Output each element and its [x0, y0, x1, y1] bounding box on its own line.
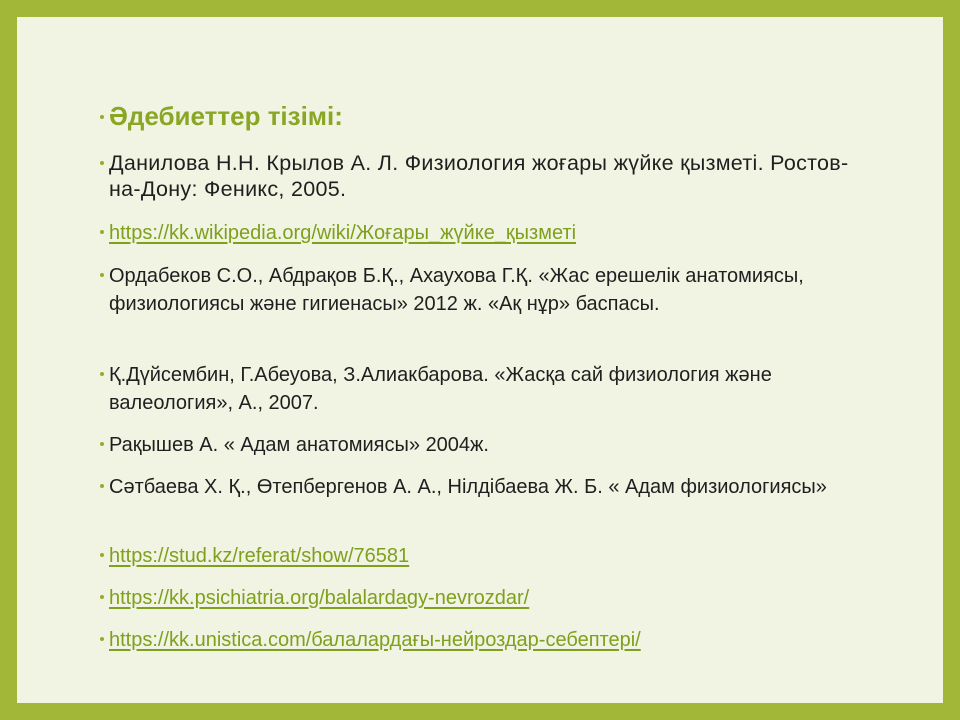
bullet-icon [100, 442, 104, 446]
list-item [109, 262, 849, 318]
slide [17, 17, 943, 703]
list-item [109, 361, 849, 417]
heading-item [109, 101, 849, 131]
bullet-icon [100, 484, 104, 488]
list-item [109, 473, 849, 501]
reference-link[interactable]: https://kk.psichiatria.org/balalardagy-nevrozdar/ [109, 587, 530, 609]
reference-text: Данилова Н.Н. Крылов А. Л. Физиология жоғары жүйке қызметі. Ростов-на-Дону: Феникс, 2005. [109, 151, 849, 201]
reference-text: Қ.Дүйсембин, Г.Абеуова, З.Алиакбарова. «Жасқа сай физиология және валеология», А., 2007. [109, 364, 772, 414]
reference-text: Рақышев А. « Адам анатомиясы» 2004ж. [109, 434, 489, 456]
reference-list [17, 17, 943, 703]
list-item [109, 150, 849, 202]
bullet-icon [100, 161, 104, 165]
list-item [109, 626, 849, 654]
reference-text: Сәтбаева Х. Қ., Өтепбергенов А. А., Нілдібаева Ж. Б. « Адам физиологиясы» [109, 476, 827, 498]
bullet-icon [100, 372, 104, 376]
bullet-icon [100, 273, 104, 277]
bullet-icon [100, 553, 104, 557]
reference-link[interactable]: https://kk.wikipedia.org/wiki/Жоғары_жүйке_қызметі [109, 222, 577, 244]
list-item [109, 431, 849, 459]
bullet-icon [100, 230, 104, 234]
reference-text: Ордабеков С.О., Абдрақов Б.Қ., Ахаухова Г.Қ. «Жас ерешелік анатомиясы, физиологиясы және гигиенасы» 2012 ж. «Ақ нұр» баспасы. [109, 265, 804, 315]
bullet-icon [100, 115, 104, 119]
bullet-icon [100, 637, 104, 641]
page-title: Әдебиеттер тізімі: [109, 101, 343, 131]
reference-link[interactable]: https://kk.unistica.com/балалардағы-нейроздар-себептері/ [109, 629, 641, 651]
list-item [109, 584, 849, 612]
list-item [109, 219, 849, 247]
bullet-icon [100, 595, 104, 599]
list-item [109, 542, 849, 570]
reference-link[interactable]: https://stud.kz/referat/show/76581 [109, 545, 410, 567]
